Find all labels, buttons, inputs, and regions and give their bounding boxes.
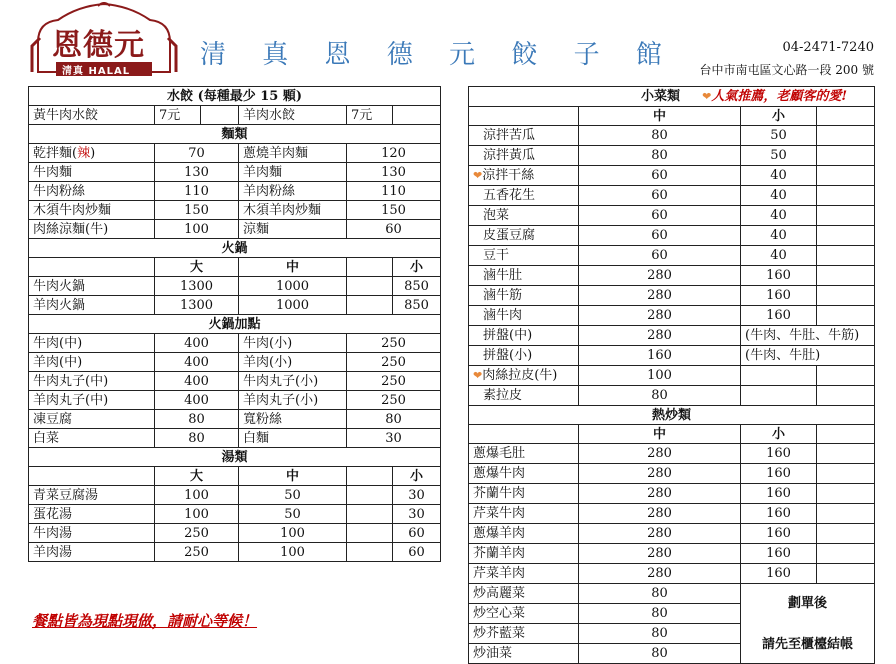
price-medium: 80 bbox=[579, 604, 741, 624]
noodle-row bbox=[29, 182, 441, 201]
price-medium: 280 bbox=[579, 286, 741, 306]
dish-name: 白麵 bbox=[239, 429, 347, 448]
dish-name: 炒空心菜 bbox=[469, 604, 579, 624]
noodle-row bbox=[29, 144, 441, 163]
dish-name: 木須羊肉炒麵 bbox=[239, 201, 347, 220]
dish-name: 青菜豆腐湯 bbox=[29, 486, 155, 505]
dish-name: 羊肉麵 bbox=[239, 163, 347, 182]
price-small: 30 bbox=[393, 486, 441, 505]
dish-name: 涼拌黃瓜 bbox=[469, 146, 579, 166]
dish-name: 肉絲涼麵(牛) bbox=[29, 220, 155, 239]
restaurant-title: 清 真 恩 德 元 餃 子 館 bbox=[200, 40, 676, 70]
left-menu-table bbox=[28, 86, 441, 562]
dish-name: ❤肉絲拉皮(牛) bbox=[469, 366, 579, 386]
dish-name: 牛肉粉絲 bbox=[29, 182, 155, 201]
dish-name: 羊肉丸子(小) bbox=[239, 391, 347, 410]
price: 400 bbox=[155, 353, 239, 372]
dish-name: 滷牛肉 bbox=[469, 306, 579, 326]
price-small: 40 bbox=[741, 246, 817, 266]
soup-row bbox=[29, 486, 441, 505]
dish-name: 牛肉(中) bbox=[29, 334, 155, 353]
dish-name: 炒油菜 bbox=[469, 644, 579, 664]
price-medium: 60 bbox=[579, 206, 741, 226]
dish-name: 牛肉(小) bbox=[239, 334, 347, 353]
dish-name: 炒芥藍菜 bbox=[469, 624, 579, 644]
size-small: 小 bbox=[741, 107, 817, 126]
dish-name: 芥蘭羊肉 bbox=[469, 544, 579, 564]
size-medium: 中 bbox=[239, 258, 347, 277]
stirfry-row bbox=[469, 564, 875, 584]
price: 70 bbox=[155, 144, 239, 163]
combo-note: (牛肉、牛肚) bbox=[741, 346, 875, 366]
price-medium: 60 bbox=[579, 186, 741, 206]
price-medium: 100 bbox=[579, 366, 741, 386]
heart-icon: ❤ bbox=[473, 169, 483, 182]
size-small: 小 bbox=[393, 467, 441, 486]
size-small: 小 bbox=[393, 258, 441, 277]
price-small: 850 bbox=[393, 277, 441, 296]
price-small: 50 bbox=[741, 146, 817, 166]
dish-name: 滷牛筋 bbox=[469, 286, 579, 306]
side-dish-row bbox=[469, 306, 875, 326]
section-title-soup: 湯類 bbox=[29, 448, 441, 467]
price-small: 30 bbox=[393, 505, 441, 524]
price: 120 bbox=[347, 144, 441, 163]
price: 110 bbox=[155, 182, 239, 201]
section-title-sides: 小菜類 ❤人氣推薦，老顧客的愛! bbox=[469, 87, 875, 107]
price: 100 bbox=[155, 220, 239, 239]
side-dish-row bbox=[469, 326, 875, 346]
section-title-hotpot: 火鍋 bbox=[29, 239, 441, 258]
price-small: 160 bbox=[741, 306, 817, 326]
price-medium: 60 bbox=[579, 166, 741, 186]
price-medium: 80 bbox=[579, 126, 741, 146]
price-large: 1300 bbox=[155, 277, 239, 296]
dish-name: 羊肉丸子(中) bbox=[29, 391, 155, 410]
dish-name: 羊肉(中) bbox=[29, 353, 155, 372]
dish-name: 寬粉絲 bbox=[239, 410, 347, 429]
price-medium: 50 bbox=[239, 505, 347, 524]
price-large: 1300 bbox=[155, 296, 239, 315]
price: 30 bbox=[347, 429, 441, 448]
price-medium: 280 bbox=[579, 444, 741, 464]
side-dish-row bbox=[469, 246, 875, 266]
dish-name: 牛肉湯 bbox=[29, 524, 155, 543]
vegetable-row bbox=[469, 584, 875, 604]
stirfry-list bbox=[469, 444, 875, 584]
price-medium: 60 bbox=[579, 226, 741, 246]
dish-name: 羊肉湯 bbox=[29, 543, 155, 562]
dish-name: 羊肉(小) bbox=[239, 353, 347, 372]
price-small: 160 bbox=[741, 286, 817, 306]
section-title-hotpot-addon: 火鍋加點 bbox=[29, 315, 441, 334]
right-menu-table bbox=[468, 86, 875, 664]
stirfry-row bbox=[469, 524, 875, 544]
price-small: 160 bbox=[741, 464, 817, 484]
addon-row bbox=[29, 334, 441, 353]
price-small: 60 bbox=[393, 524, 441, 543]
price: 250 bbox=[347, 334, 441, 353]
side-dish-row bbox=[469, 366, 875, 386]
dish-name: 木須牛肉炒麵 bbox=[29, 201, 155, 220]
heart-icon: ❤ bbox=[473, 369, 483, 382]
price: 130 bbox=[155, 163, 239, 182]
price: 250 bbox=[347, 353, 441, 372]
side-dish-row bbox=[469, 286, 875, 306]
price-small bbox=[741, 366, 817, 386]
dish-name: 蛋花湯 bbox=[29, 505, 155, 524]
size-large: 大 bbox=[155, 258, 239, 277]
price-medium: 280 bbox=[579, 544, 741, 564]
size-medium: 中 bbox=[579, 107, 741, 126]
price: 400 bbox=[155, 334, 239, 353]
dish-name: 泡菜 bbox=[469, 206, 579, 226]
soup-row bbox=[29, 543, 441, 562]
price-small: 160 bbox=[741, 444, 817, 464]
noodle-row bbox=[29, 220, 441, 239]
soup-row bbox=[29, 524, 441, 543]
soup-row bbox=[29, 505, 441, 524]
footer-note: 餐點皆為現點現做，請耐心等候！ bbox=[32, 612, 258, 630]
logo-text: 恩德元 bbox=[52, 28, 145, 63]
price: 80 bbox=[347, 410, 441, 429]
checkout-line-2: 請先至櫃檯結帳 bbox=[762, 636, 854, 652]
heart-icon: ❤ bbox=[702, 90, 712, 103]
price-medium: 160 bbox=[579, 346, 741, 366]
dish-name: 炒高麗菜 bbox=[469, 584, 579, 604]
side-dish-row bbox=[469, 146, 875, 166]
size-medium: 中 bbox=[579, 425, 741, 444]
dish-name: 羊肉水餃 bbox=[239, 106, 347, 125]
stirfry-size-header bbox=[469, 425, 875, 444]
price-large: 100 bbox=[155, 505, 239, 524]
dish-name: 拼盤(小) bbox=[469, 346, 579, 366]
price-small: 40 bbox=[741, 186, 817, 206]
price-small: 50 bbox=[741, 126, 817, 146]
phone-number: 04-2471-7240 bbox=[782, 40, 874, 55]
size-medium: 中 bbox=[239, 467, 347, 486]
checkout-note bbox=[741, 584, 875, 664]
dish-name: 蔥爆牛肉 bbox=[469, 464, 579, 484]
addon-row bbox=[29, 429, 441, 448]
dish-name: 牛肉丸子(小) bbox=[239, 372, 347, 391]
stirfry-row bbox=[469, 544, 875, 564]
price: 250 bbox=[347, 372, 441, 391]
price-medium: 1000 bbox=[239, 296, 347, 315]
price-small: 160 bbox=[741, 524, 817, 544]
noodle-row bbox=[29, 201, 441, 220]
dish-name: 牛肉火鍋 bbox=[29, 277, 155, 296]
price: 250 bbox=[347, 391, 441, 410]
combo-note: (牛肉、牛肚、牛筋) bbox=[741, 326, 875, 346]
side-dish-row bbox=[469, 166, 875, 186]
soup-size-header bbox=[29, 467, 441, 486]
price-medium: 280 bbox=[579, 504, 741, 524]
price-large: 250 bbox=[155, 524, 239, 543]
price: 150 bbox=[347, 201, 441, 220]
dish-name: 皮蛋豆腐 bbox=[469, 226, 579, 246]
dish-name: 蔥燒羊肉麵 bbox=[239, 144, 347, 163]
price: 80 bbox=[155, 429, 239, 448]
stirfry-row bbox=[469, 504, 875, 524]
addon-row bbox=[29, 372, 441, 391]
price-medium: 80 bbox=[579, 624, 741, 644]
dish-name: 芹菜牛肉 bbox=[469, 504, 579, 524]
dish-name: 芹菜羊肉 bbox=[469, 564, 579, 584]
stirfry-row bbox=[469, 444, 875, 464]
dish-name: 乾拌麵(辣) bbox=[29, 144, 155, 163]
price-medium: 280 bbox=[579, 306, 741, 326]
vegetable-list bbox=[469, 584, 875, 664]
price-medium: 280 bbox=[579, 564, 741, 584]
price: 7元 bbox=[347, 106, 393, 125]
dish-name: 牛肉丸子(中) bbox=[29, 372, 155, 391]
dish-name: 芥蘭牛肉 bbox=[469, 484, 579, 504]
price: 110 bbox=[347, 182, 441, 201]
dish-name: 拼盤(中) bbox=[469, 326, 579, 346]
dish-name: 滷牛肚 bbox=[469, 266, 579, 286]
hotpot-row bbox=[29, 277, 441, 296]
dish-name: 蔥爆毛肚 bbox=[469, 444, 579, 464]
price-small: 40 bbox=[741, 166, 817, 186]
price-medium: 50 bbox=[239, 486, 347, 505]
price-medium: 1000 bbox=[239, 277, 347, 296]
dish-name: 涼麵 bbox=[239, 220, 347, 239]
price: 60 bbox=[347, 220, 441, 239]
section-title-stirfry: 熱炒類 bbox=[469, 406, 875, 425]
dumpling-row bbox=[29, 106, 441, 125]
price: 400 bbox=[155, 372, 239, 391]
price-large: 100 bbox=[155, 486, 239, 505]
dish-name: 羊肉粉絲 bbox=[239, 182, 347, 201]
price-small: 160 bbox=[741, 504, 817, 524]
section-title-noodles: 麵類 bbox=[29, 125, 441, 144]
price-small: 40 bbox=[741, 206, 817, 226]
price-medium: 80 bbox=[579, 146, 741, 166]
price-small: 60 bbox=[393, 543, 441, 562]
noodle-row bbox=[29, 163, 441, 182]
side-dish-row bbox=[469, 266, 875, 286]
side-dish-row bbox=[469, 186, 875, 206]
dish-name: 黃牛肉水餃 bbox=[29, 106, 155, 125]
hotpot-size-header bbox=[29, 258, 441, 277]
price: 80 bbox=[155, 410, 239, 429]
sides-list bbox=[469, 126, 875, 406]
size-small: 小 bbox=[741, 425, 817, 444]
price-medium: 280 bbox=[579, 484, 741, 504]
dish-name: ❤涼拌干絲 bbox=[469, 166, 579, 186]
side-dish-row bbox=[469, 226, 875, 246]
dish-name: 五香花生 bbox=[469, 186, 579, 206]
price-medium: 280 bbox=[579, 266, 741, 286]
price-medium: 280 bbox=[579, 326, 741, 346]
price-medium: 80 bbox=[579, 584, 741, 604]
price: 7元 bbox=[155, 106, 201, 125]
price-small: 40 bbox=[741, 226, 817, 246]
side-dish-row bbox=[469, 386, 875, 406]
price-medium: 280 bbox=[579, 524, 741, 544]
dish-name: 涼拌苦瓜 bbox=[469, 126, 579, 146]
price-small: 160 bbox=[741, 544, 817, 564]
logo-subtext: 清真 HALAL bbox=[62, 66, 131, 77]
stirfry-row bbox=[469, 484, 875, 504]
section-title-dumplings: 水餃 (每種最少 15 顆) bbox=[29, 87, 441, 106]
price-small: 160 bbox=[741, 266, 817, 286]
dish-name: 蔥爆羊肉 bbox=[469, 524, 579, 544]
price-small bbox=[741, 386, 817, 406]
addon-row bbox=[29, 410, 441, 429]
price-small: 850 bbox=[393, 296, 441, 315]
checkout-line-1: 劃單後 bbox=[788, 595, 828, 611]
addon-row bbox=[29, 353, 441, 372]
price-medium: 60 bbox=[579, 246, 741, 266]
price: 150 bbox=[155, 201, 239, 220]
price-medium: 280 bbox=[579, 464, 741, 484]
address: 台中市南屯區文心路一段 200 號 bbox=[699, 63, 874, 77]
dish-name: 白菜 bbox=[29, 429, 155, 448]
price-large: 250 bbox=[155, 543, 239, 562]
stirfry-row bbox=[469, 464, 875, 484]
sides-size-header bbox=[469, 107, 875, 126]
dish-name: 凍豆腐 bbox=[29, 410, 155, 429]
dish-name: 素拉皮 bbox=[469, 386, 579, 406]
price: 130 bbox=[347, 163, 441, 182]
addon-row bbox=[29, 391, 441, 410]
price-medium: 100 bbox=[239, 524, 347, 543]
spicy-label: 辣 bbox=[77, 145, 91, 161]
side-dish-row bbox=[469, 346, 875, 366]
price-medium: 100 bbox=[239, 543, 347, 562]
popular-note: 人氣推薦，老顧客的愛! bbox=[711, 89, 848, 104]
side-dish-row bbox=[469, 206, 875, 226]
dish-name: 牛肉麵 bbox=[29, 163, 155, 182]
price-medium: 80 bbox=[579, 386, 741, 406]
price-small: 160 bbox=[741, 564, 817, 584]
hotpot-row bbox=[29, 296, 441, 315]
price: 400 bbox=[155, 391, 239, 410]
dish-name: 羊肉火鍋 bbox=[29, 296, 155, 315]
dish-name: 豆干 bbox=[469, 246, 579, 266]
size-large: 大 bbox=[155, 467, 239, 486]
side-dish-row bbox=[469, 126, 875, 146]
price-small: 160 bbox=[741, 484, 817, 504]
price-medium: 80 bbox=[579, 644, 741, 664]
